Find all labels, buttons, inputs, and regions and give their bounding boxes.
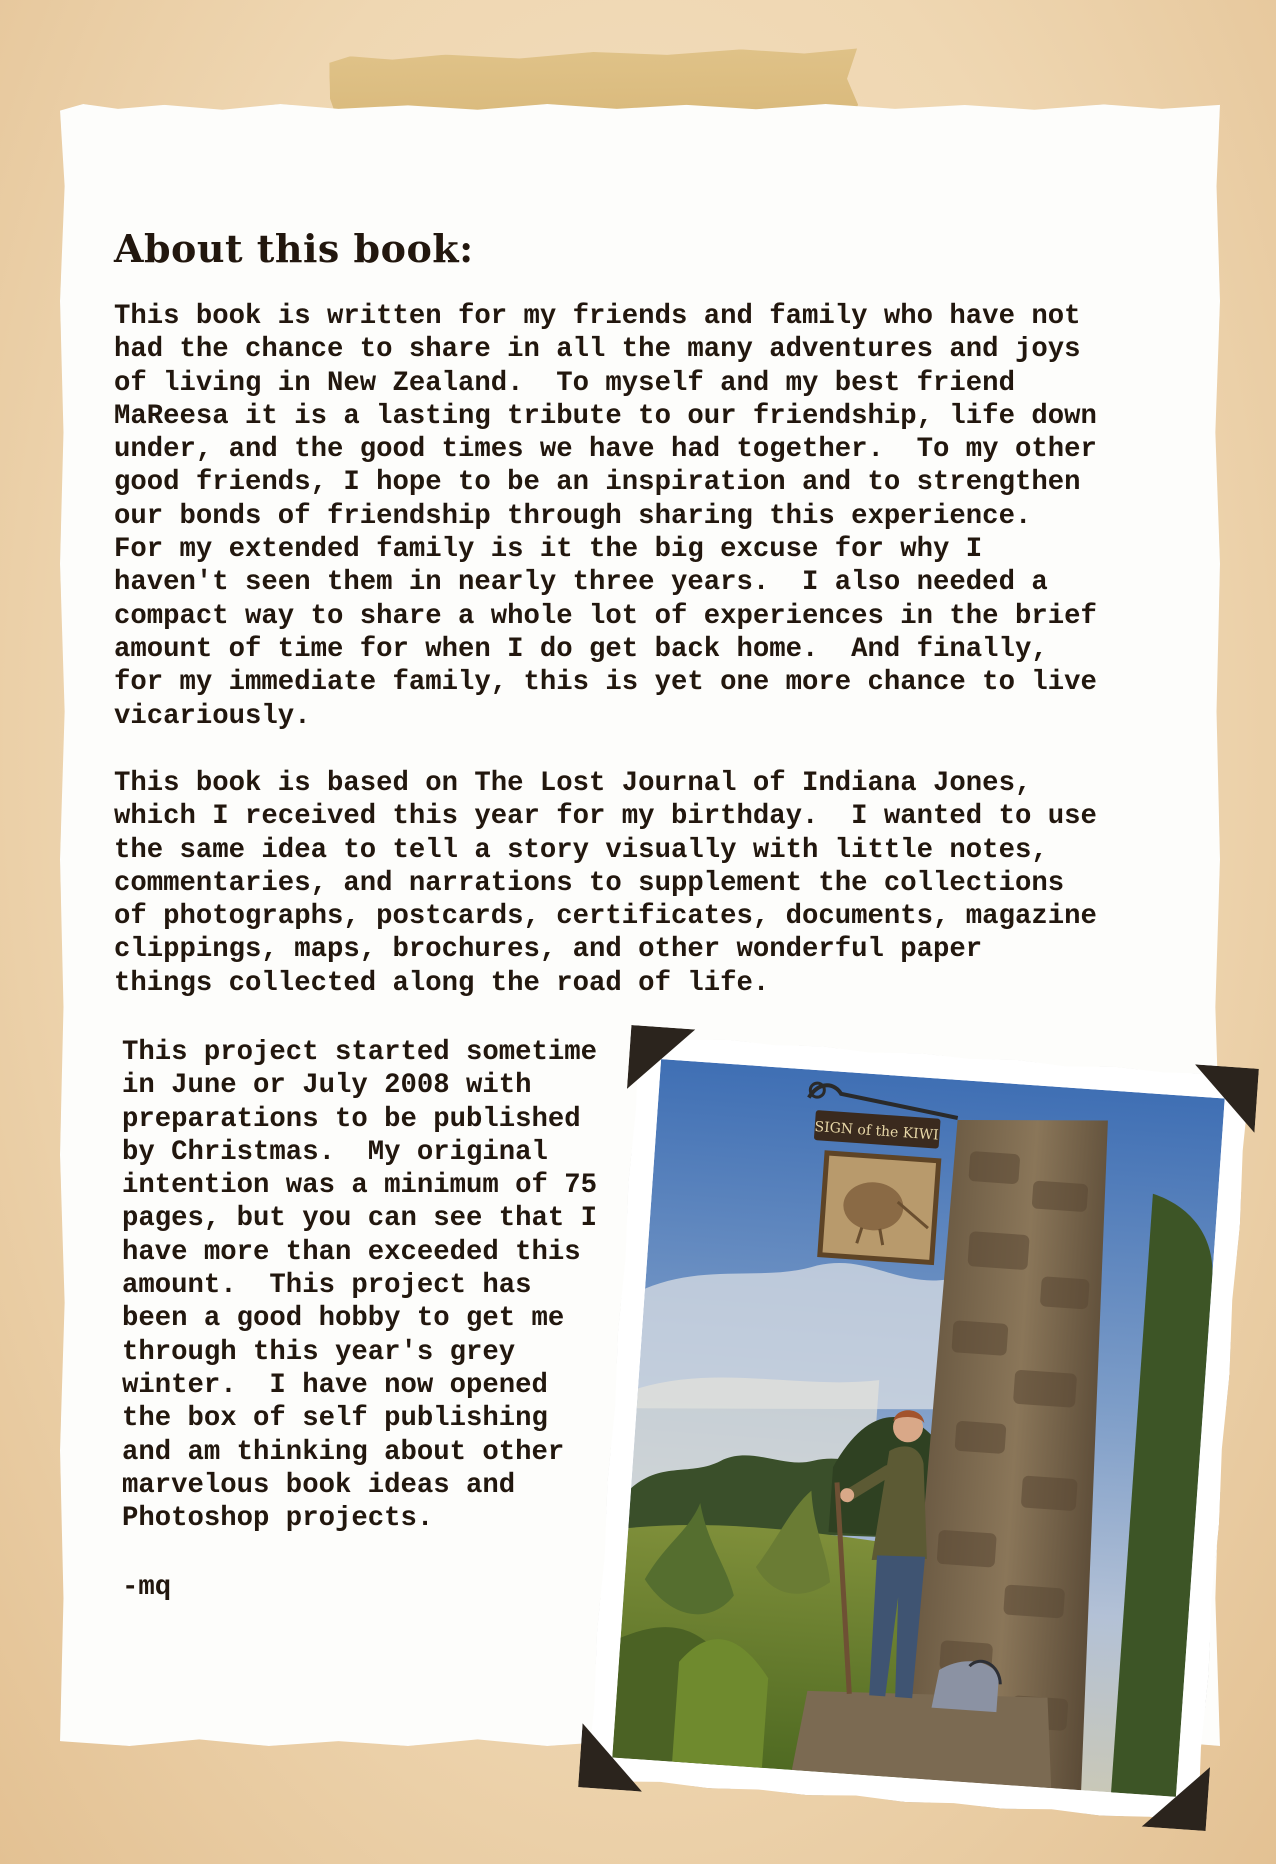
photo-corner-bottom-left [578,1723,646,1791]
photo-corner-top-left [627,1025,695,1093]
kiwi-sign-photo [587,1034,1251,1823]
inspiration-paragraph: This book is based on The Lost Journal of Indiana Jones, which I received this year for my birthday. I wanted to use the same idea to tell a story visually with little notes, commentaries, and narrations to supplement the collections of photographs, postcards, certificates, documents, magazine clippings, maps, brochures, and other wonderful paper things collected along the road of life. [114,768,1097,999]
signature: -mq [122,1572,172,1603]
photo-corner-bottom-right [1142,1763,1210,1831]
page-heading: About this book: [114,226,474,271]
photo-corner-top-right [1191,1064,1259,1132]
project-paragraph: This project started sometime in June or July 2008 with preparations to be published by Christmas. My original intention was a minimum of 75 pages, but you can see that I have more than exceeded this amount. This project has been a good hobby to get me through this year's grey winter. I have now opened the box of self publishing and am thinking about other marvelous book ideas and Photoshop projects. [122,1037,598,1535]
photo-image [612,1059,1224,1797]
sign-text: SIGN of the KIWI [814,1119,940,1144]
intro-paragraph: This book is written for my friends and family who have not had the chance to share in all the many adventures and joys of living in New Zealand. To myself and my best friend MaReesa it is a lasting tribute to our friendship, life down under, and the good times we have had together. To my other good friends, I hope to be an inspiration and to strengthen our bonds of friendship through sharing this experience. For my extended family is it the big excuse for why I haven't seen them in nearly three years. I also needed a compact way to share a whole lot of experiences in the brief amount of time for when I do get back home. And finally, for my immediate family, this is yet one more chance to live vicariously. [114,301,1097,732]
